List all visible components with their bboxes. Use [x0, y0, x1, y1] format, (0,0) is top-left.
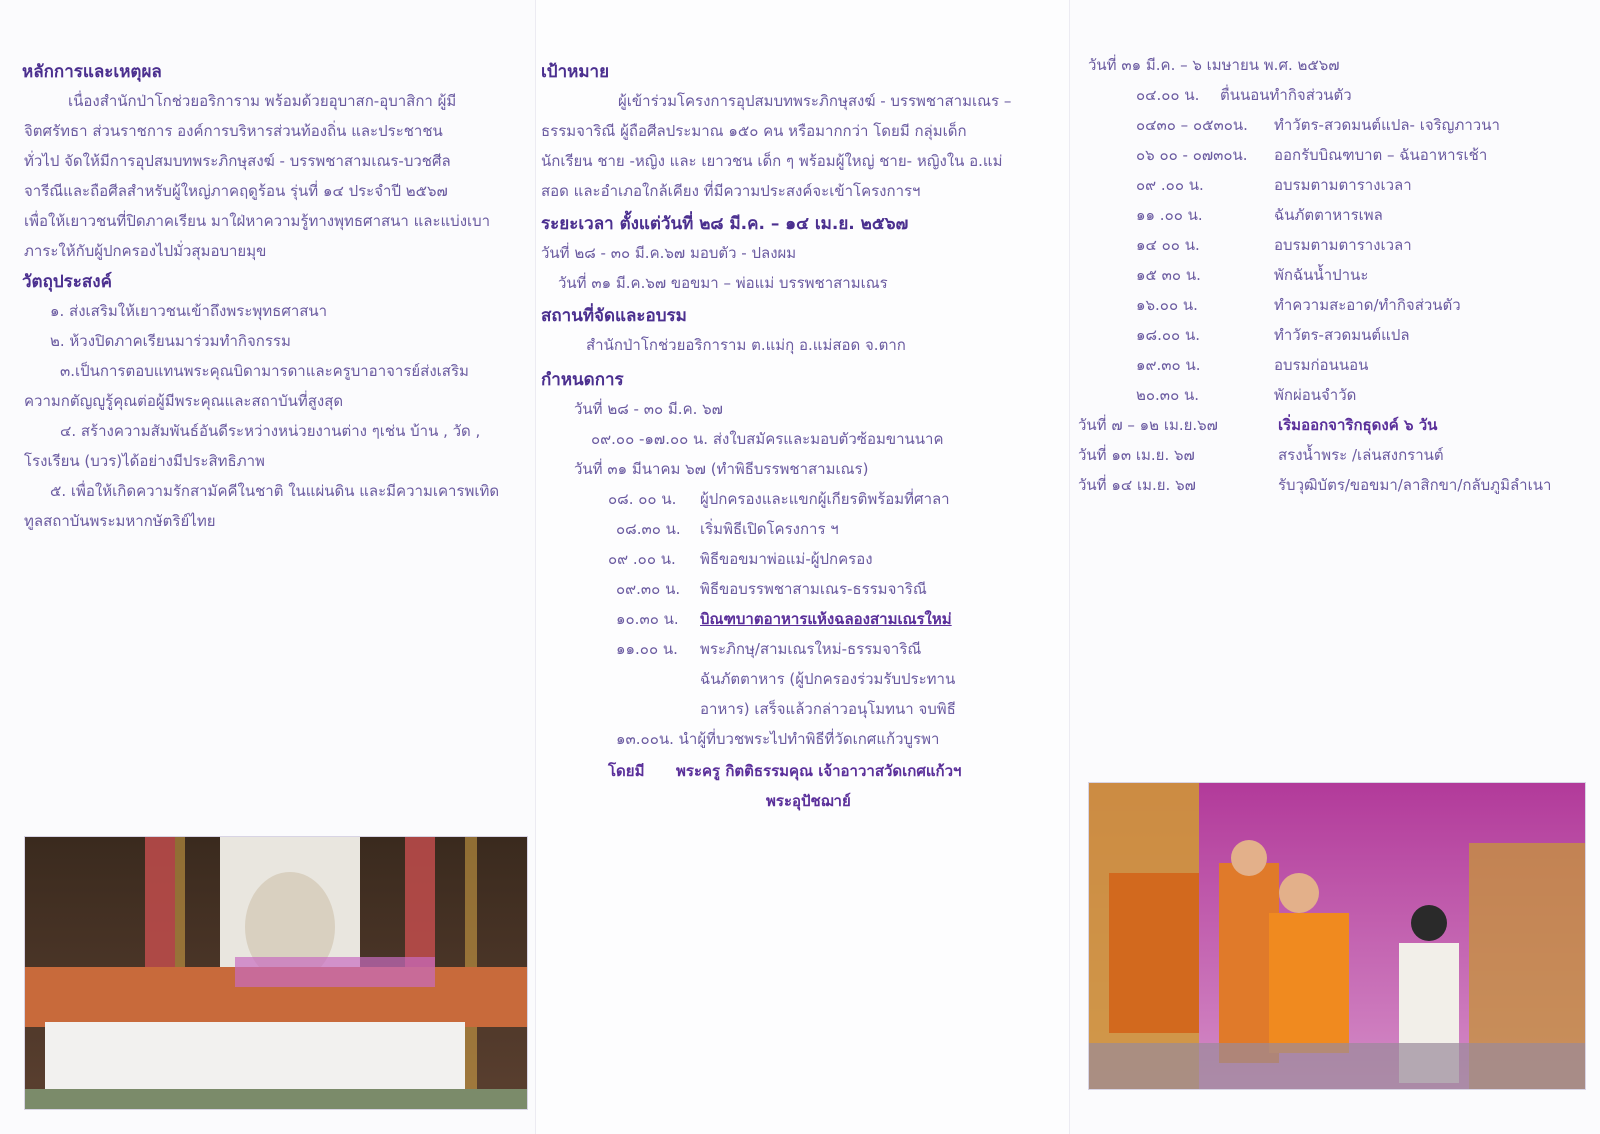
daily-item: [1136, 260, 1368, 290]
schedule-time: ๑๐.๓๐ น.: [616, 610, 679, 628]
final-item: [1078, 410, 1437, 440]
daily-item: [1136, 290, 1461, 320]
daily-item: [1136, 140, 1487, 170]
goal-line: ธรรมจาริณี ผู้ถือศีลประมาณ ๑๕๐ คน หรือมากกว่า โดยมี กลุ่มเด็ก: [541, 122, 967, 140]
daily-text: ตื่นนอนทำกิจส่วนตัว: [1220, 86, 1352, 104]
principles-line: เนื่องสำนักป่าโกช่วยอริการาม พร้อมด้วยอุบาสก-อุบาสิกา ผู้มี: [68, 92, 457, 110]
schedule-time: ๐๙.๓๐ น.: [616, 580, 681, 598]
objective-line: ทูลสถาบันพระมหากษัตริย์ไทย: [24, 512, 216, 530]
final-text: รับวุฒิบัตร/ขอขมา/ลาสิกขา/กลับภูมิลำเนา: [1278, 476, 1552, 494]
ceremony-photo-image: [1089, 783, 1585, 1089]
period-heading: ระยะเวลา ตั้งแต่วันที่ ๒๘ มี.ค. – ๑๔ เม.ย. ๒๕๖๗: [541, 214, 909, 234]
principles-line: จิตศรัทธา ส่วนราชการ องค์การบริหารส่วนท้องถิ่น และประชาชน: [24, 122, 443, 140]
final-date: วันที่ ๑๔ เม.ย. ๖๗: [1078, 476, 1196, 494]
daily-text: พักฉันน้ำปานะ: [1274, 266, 1369, 284]
goal-line: ผู้เข้าร่วมโครงการอุปสมบทพระภิกษุสงฆ์ - บรรพชาสามเณร –: [618, 92, 1012, 110]
daily-time: ๑๙.๓๐ น.: [1136, 356, 1201, 374]
daily-time: ๐๔.๐๐ น.: [1136, 86, 1200, 104]
daily-item: [1136, 380, 1356, 410]
daily-time: ๐๙ .๐๐ น.: [1136, 176, 1204, 194]
daily-time: ๑๖.๐๐ น.: [1136, 296, 1198, 314]
period-line: วันที่ ๓๑ มี.ค.๖๗ ขอขมา – พ่อแม่ บรรพชาสามเณร: [558, 274, 888, 292]
objective-line: ๓.เป็นการตอบแทนพระคุณบิดามารดาและครูบาอาจารย์ส่งเสริม: [60, 362, 469, 380]
venue-heading: สถานที่จัดและอบรม: [541, 306, 687, 326]
schedule-text-highlight: บิณฑบาตอาหารแห้งฉลองสามเณรใหม่: [700, 610, 952, 628]
group-photo: [24, 836, 528, 1110]
principles-line: เพื่อให้เยาวชนที่ปิดภาคเรียน มาใฝ่หาความรู้ทางพุทธศาสนา และแบ่งเบา: [24, 212, 491, 230]
objective-line: ความกตัญญูรู้คุณต่อผู้มีพระคุณและสถาบันที่สูงสุด: [24, 392, 344, 410]
final-date: วันที่ ๗ – ๑๒ เม.ย.๖๗: [1078, 416, 1218, 434]
schedule-text: พระภิกษุ/สามเณรใหม่-ธรรมจาริณี: [700, 640, 922, 658]
schedule-time: ๐๘. ๐๐ น.: [608, 490, 677, 508]
final-item: [1078, 470, 1551, 500]
schedule-text: พิธีขอขมาพ่อแม่-ผู้ปกครอง: [700, 550, 873, 568]
daily-text: อบรมตามตารางเวลา: [1274, 236, 1412, 254]
daily-item: [1136, 170, 1412, 200]
final-text: สรงน้ำพระ /เล่นสงกรานต์: [1278, 446, 1444, 464]
daily-text: พักผ่อนจำวัด: [1274, 386, 1357, 404]
schedule-last-item: ๑๓.๐๐น. นำผู้ที่บวชพระไปทำพิธีที่วัดเกศแก้วบูรพา: [616, 730, 940, 748]
daily-text: อบรมก่อนนอน: [1274, 356, 1369, 374]
principles-heading: หลักการและเหตุผล: [22, 62, 162, 82]
principles-line: จารีณีและถือศีลสำหรับผู้ใหญ่ภาคฤดูร้อน รุ่นที่ ๑๔ ประจำปี ๒๕๖๗: [24, 182, 448, 200]
daily-item: [1136, 350, 1368, 380]
daily-text: ทำความสะอาด/ทำกิจส่วนตัว: [1274, 296, 1461, 314]
daily-time: ๐๔๓๐ – ๐๕๓๐น.: [1136, 116, 1248, 134]
daily-time: ๑๘.๐๐ น.: [1136, 326, 1200, 344]
schedule-text: ผู้ปกครองและแขกผู้เกียรติพร้อมที่ศาลา: [700, 490, 950, 508]
daily-item: [1136, 80, 1352, 110]
principles-line: ภาระให้กับผู้ปกครองไปมั่วสุมอบายมุข: [24, 242, 267, 260]
goal-line: นักเรียน ชาย -หญิง และ เยาวชน เด็ก ๆ พร้อมผู้ใหญ่ ชาย- หญิงใน อ.แม่: [541, 152, 1003, 170]
daily-text: อบรมตามตารางเวลา: [1274, 176, 1412, 194]
period-line: วันที่ ๒๘ - ๓๐ มี.ค.๖๗ มอบตัว - ปลงผม: [541, 244, 797, 262]
daily-time: ๑๔ ๐๐ น.: [1136, 236, 1200, 254]
schedule-item: [616, 604, 952, 634]
daily-time: ๑๕ ๓๐ น.: [1136, 266, 1201, 284]
daily-time: ๐๖ ๐๐ - ๐๗๓๐น.: [1136, 146, 1248, 164]
final-text: เริ่มออกจาริกธุดงค์ ๖ วัน: [1278, 416, 1438, 434]
daily-item: [1136, 320, 1410, 350]
daily-item: [1136, 200, 1383, 230]
schedule-item: [616, 574, 927, 604]
objective-line: ๔. สร้างความสัมพันธ์อันดีระหว่างหน่วยงานต่าง ๆเช่น บ้าน , วัด ,: [60, 422, 481, 440]
presided-by-role: พระอุปัชฌาย์: [766, 792, 851, 810]
right-panel: [1070, 0, 1600, 1134]
left-panel: [0, 0, 535, 1134]
schedule-cont-line: อาหาร) เสร็จแล้วกล่าวอนุโมทนา จบพิธี: [700, 700, 956, 718]
daily-item: [1136, 230, 1412, 260]
goal-heading: เป้าหมาย: [541, 62, 610, 82]
objectives-heading: วัตถุประสงค์: [22, 272, 112, 292]
schedule-item: [616, 514, 839, 544]
schedule-item: [616, 634, 921, 664]
objective-line: ๑. ส่งเสริมให้เยาวชนเข้าถึงพระพุทธศาสนา: [50, 302, 328, 320]
presided-by-label: โดยมี: [608, 762, 645, 780]
principles-line: ทั่วไป จัดให้มีการอุปสมบทพระภิกษุสงฆ์ - บรรพชาสามเณร-บวชศีล: [24, 152, 451, 170]
schedule-text: พิธีขอบรรพชาสามเณร-ธรรมจาริณี: [700, 580, 927, 598]
daily-time: ๑๑ .๐๐ น.: [1136, 206, 1203, 224]
daily-text: ออกรับบิณฑบาต – ฉันอาหารเช้า: [1274, 146, 1488, 164]
schedule-time: ๐๙ .๐๐ น.: [608, 550, 676, 568]
middle-panel: [535, 0, 1070, 1134]
objective-line: ๒. ห้วงปิดภาคเรียนมาร่วมทำกิจกรรม: [50, 332, 291, 350]
final-date: วันที่ ๑๓ เม.ย. ๖๗: [1078, 446, 1195, 464]
venue-text: สำนักป่าโกช่วยอริการาม ต.แม่กุ อ.แม่สอด จ.ตาก: [586, 336, 906, 354]
schedule-cont-line: ฉันภัตตาหาร (ผู้ปกครองร่วมรับประทาน: [700, 670, 956, 688]
presided-by-name: พระครู กิตติธรรมคุณ เจ้าอาวาสวัดเกศแก้วฯ: [676, 762, 962, 780]
schedule-day1-item: ๐๙.๐๐ -๑๗.๐๐ น. ส่งใบสมัครและมอบตัวซ้อมขานนาค: [591, 430, 944, 448]
schedule-item: [608, 544, 873, 574]
daily-text: ทำวัตร-สวดมนต์แปล- เจริญภาวนา: [1274, 116, 1500, 134]
schedule-heading: กำหนดการ: [541, 370, 624, 390]
schedule-day2: วันที่ ๓๑ มีนาคม ๖๗ (ทำพิธีบรรพชาสามเณร): [574, 460, 869, 478]
schedule-text: เริ่มพิธีเปิดโครงการ ฯ: [700, 520, 839, 538]
schedule-time: ๐๘.๓๐ น.: [616, 520, 681, 538]
daily-time: ๒๐.๓๐ น.: [1136, 386, 1200, 404]
objective-line: โรงเรียน (บวร)ได้อย่างมีประสิทธิภาพ: [24, 452, 265, 470]
daily-text: ทำวัตร-สวดมนต์แปล: [1274, 326, 1410, 344]
daily-schedule-header: วันที่ ๓๑ มี.ค. – ๖ เมษายน พ.ศ. ๒๕๖๗: [1088, 56, 1340, 74]
daily-item: [1136, 110, 1500, 140]
group-photo-image: [25, 837, 527, 1109]
objective-line: ๕. เพื่อให้เกิดความรักสามัคคีในชาติ ในแผ่นดิน และมีความเคารพเทิด: [50, 482, 500, 500]
ceremony-photo: [1088, 782, 1586, 1090]
schedule-item: [608, 484, 950, 514]
schedule-day1: วันที่ ๒๘ - ๓๐ มี.ค. ๖๗: [574, 400, 723, 418]
schedule-time: ๑๑.๐๐ น.: [616, 640, 678, 658]
daily-text: ฉันภัตตาหารเพล: [1274, 206, 1383, 224]
goal-line: สอด และอำเภอใกล้เคียง ที่มีความประสงค์จะเข้าโครงการฯ: [541, 182, 921, 200]
final-item: [1078, 440, 1444, 470]
